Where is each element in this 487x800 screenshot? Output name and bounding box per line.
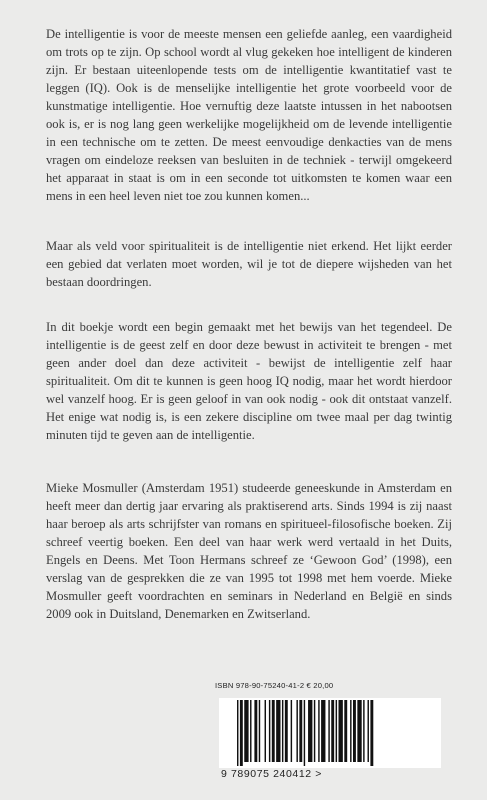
barcode-bar [250, 700, 251, 762]
barcode-bar [339, 700, 343, 762]
barcode-box [219, 698, 441, 780]
barcode-bar [357, 700, 361, 762]
barcode-bar [350, 700, 351, 762]
barcode-bar [331, 700, 334, 762]
barcode-bar [299, 700, 302, 762]
barcode-bar [240, 700, 243, 766]
barcode-bar [353, 700, 356, 762]
barcode-digits: 9 789075 240412 > [221, 768, 322, 780]
barcode-bar [259, 700, 260, 762]
barcode-bar [272, 700, 275, 762]
blurb-paragraph-2: Maar als veld voor spiritualiteit is de intelligentie niet erkend. Het lijkt eerder een gebied dat verlaten moet worden, wil je tot de diepere wijsheden van het bestaan doordringen. [46, 239, 452, 289]
barcode-bar [304, 700, 305, 766]
barcode-bar [285, 700, 288, 762]
barcode-bar [318, 700, 319, 762]
barcode-bar [368, 700, 369, 762]
barcode-bar [254, 700, 257, 762]
barcode-bar [370, 700, 373, 766]
barcode-bar [282, 700, 283, 762]
barcode-bar [265, 700, 266, 762]
barcode-bar [344, 700, 347, 762]
barcode-bar [291, 700, 292, 762]
blurb-paragraph-3: In dit boekje wordt een begin gemaakt met het bewijs van het tegendeel. De intelligentie is de geest zelf en door deze bewust in activiteit te brengen - met geen ander doel dan deze activiteit - bewijst de intelligentie zelf haar spiritualiteit. Om dit te kunnen is geen hoog IQ nodig, maar het wordt hierdoor wel vanzelf hoog. Er is geen geloof in van ook nodig - ook dit ontstaat vanzelf. Het enige wat nodig is, is een zekere discipline om twee maal per dag twintig minuten tijd te geven aan de intelligentie. [46, 320, 452, 442]
isbn-price-label: ISBN 978-90-75240-41-2 € 20,00 [215, 681, 334, 690]
barcode-bar [314, 700, 315, 762]
barcode-bar [308, 700, 312, 762]
barcode-bar [328, 700, 329, 762]
barcode-bar [269, 700, 270, 762]
author-bio: Mieke Mosmuller (Amsterdam 1951) studeerde geneeskunde in Amsterdam en heeft meer dan dertig jaar ervaring als praktiserend arts. Sinds 1994 is zij naast haar beroep als arts schrijfster van romans en spiritueel-filosofische boeken. Zij schreef veertig boeken. Een deel van haar werk werd vertaald in het Duits, Engels en Deens. Met Toon Hermans schreef ze ‘Gewoon God’ (1998), een verslag van de gesprekken die ze van 1995 tot 1998 met hem voerde. Mieke Mosmuller geeft voordrachten en seminars in Nederland en België en sinds 2009 ook in Duitsland, Denemarken en Zwitserland. [46, 481, 452, 621]
barcode-bar [244, 700, 248, 762]
barcode-bar [321, 700, 325, 762]
barcode-bar [363, 700, 364, 762]
barcode-section [215, 681, 455, 781]
blurb-paragraph-1: De intelligentie is voor de meeste mensen een geliefde aanleg, een vaardigheid om trots op te zijn. Op school wordt al vlug gekeken hoe intelligent de kinderen zijn. Er bestaan uiteenlopende tests om de intelligentie kwantitatief vast te leggen (IQ). Ook is de menselijke intelligentie het grote voorbeeld voor de kunstmatige intelligentie. Hoe vernuftig deze laatste intussen in het nabootsen ook is, er is nog lang geen werkelijke mogelijkheid om de levende intelligentie in een technische om te zetten. De meest eenvoudige denkacties van de mens vragen om eindeloze reeksen van besluiten in de techniek - terwijl omgekeerd het apparaat in staat is om in een seconde tot uitkomsten te komen waar een mens in een heel leven niet toe zou kunnen komen... [46, 27, 452, 203]
barcode-icon [237, 700, 427, 766]
barcode-bar [336, 700, 337, 762]
barcode-bar [276, 700, 280, 762]
barcode-bar [296, 700, 297, 762]
barcode-bar [237, 700, 238, 766]
